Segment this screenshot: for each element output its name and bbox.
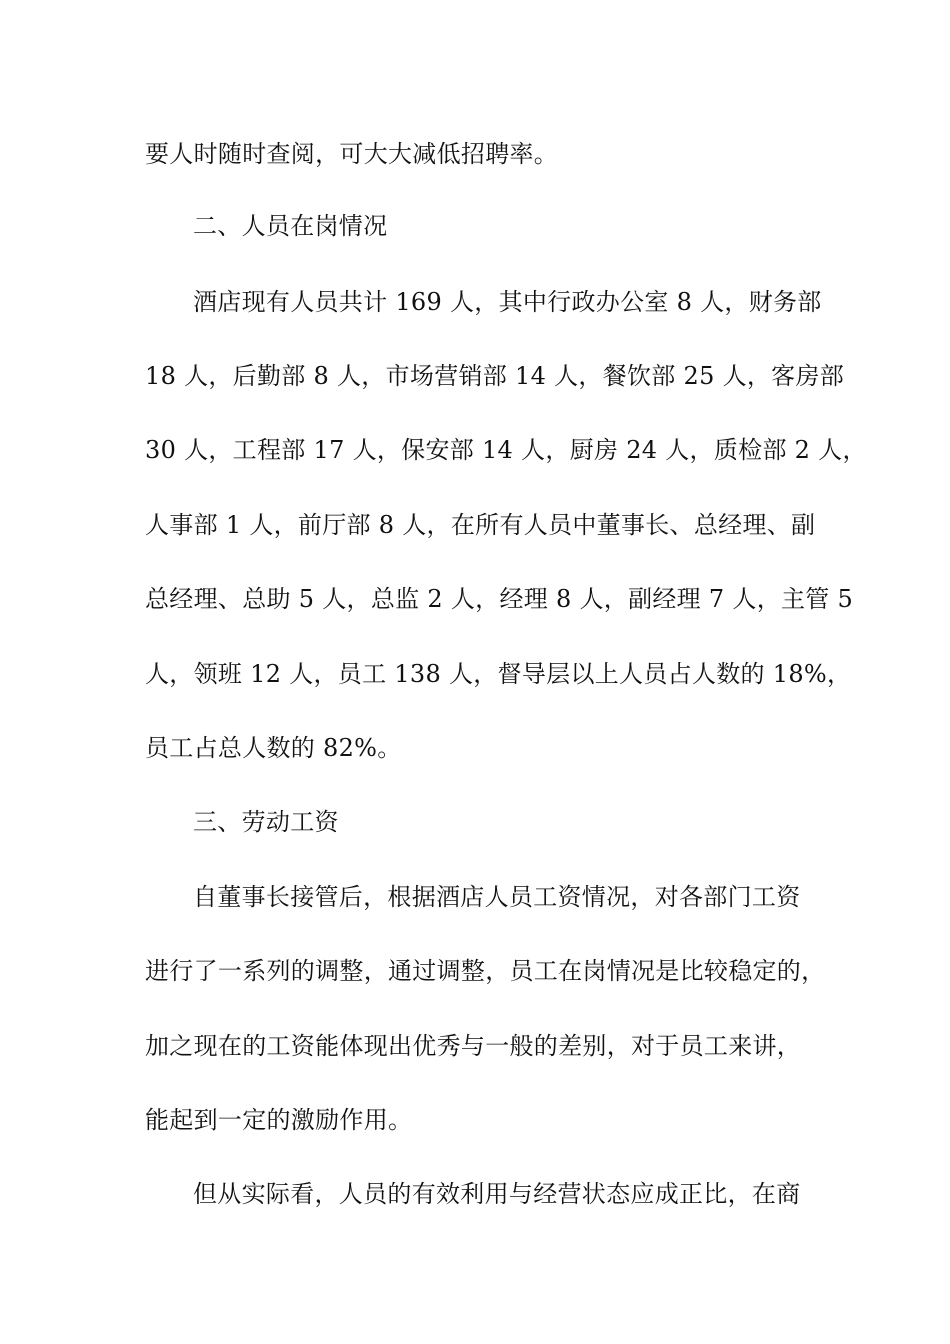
- text-line: 人，领班 12 人，员工 138 人，督导层以上人员占人数的 18%，: [145, 660, 852, 688]
- text-line: 进行了一系列的调整，通过调整，员工在岗情况是比较稳定的，: [145, 957, 826, 985]
- section-heading: 三、劳动工资: [193, 808, 339, 836]
- text-line: 30 人，工程部 17 人，保安部 14 人，厨房 24 人，质检部 2 人，: [145, 436, 867, 464]
- section-heading: 二、人员在岗情况: [193, 212, 388, 240]
- text-line: 能起到一定的激励作用。: [145, 1106, 413, 1134]
- text-line: 要人时随时查阅，可大大减低招聘率。: [145, 140, 559, 168]
- text-line: 自董事长接管后，根据酒店人员工资情况，对各部门工资: [193, 883, 801, 911]
- text-line: 加之现在的工资能体现出优秀与一般的差别，对于员工来讲，: [145, 1032, 802, 1060]
- text-line: 员工占总人数的 82%。: [145, 734, 402, 762]
- text-line: 人事部 1 人，前厅部 8 人，在所有人员中董事长、总经理、副: [145, 511, 816, 539]
- text-line: 总经理、总助 5 人，总监 2 人，经理 8 人，副经理 7 人，主管 5: [145, 585, 854, 613]
- text-line: 18 人，后勤部 8 人，市场营销部 14 人，餐饮部 25 人，客房部: [145, 362, 845, 390]
- text-line: 但从实际看，人员的有效利用与经营状态应成正比，在商: [193, 1180, 801, 1208]
- text-line: 酒店现有人员共计 169 人，其中行政办公室 8 人，财务部: [193, 288, 822, 316]
